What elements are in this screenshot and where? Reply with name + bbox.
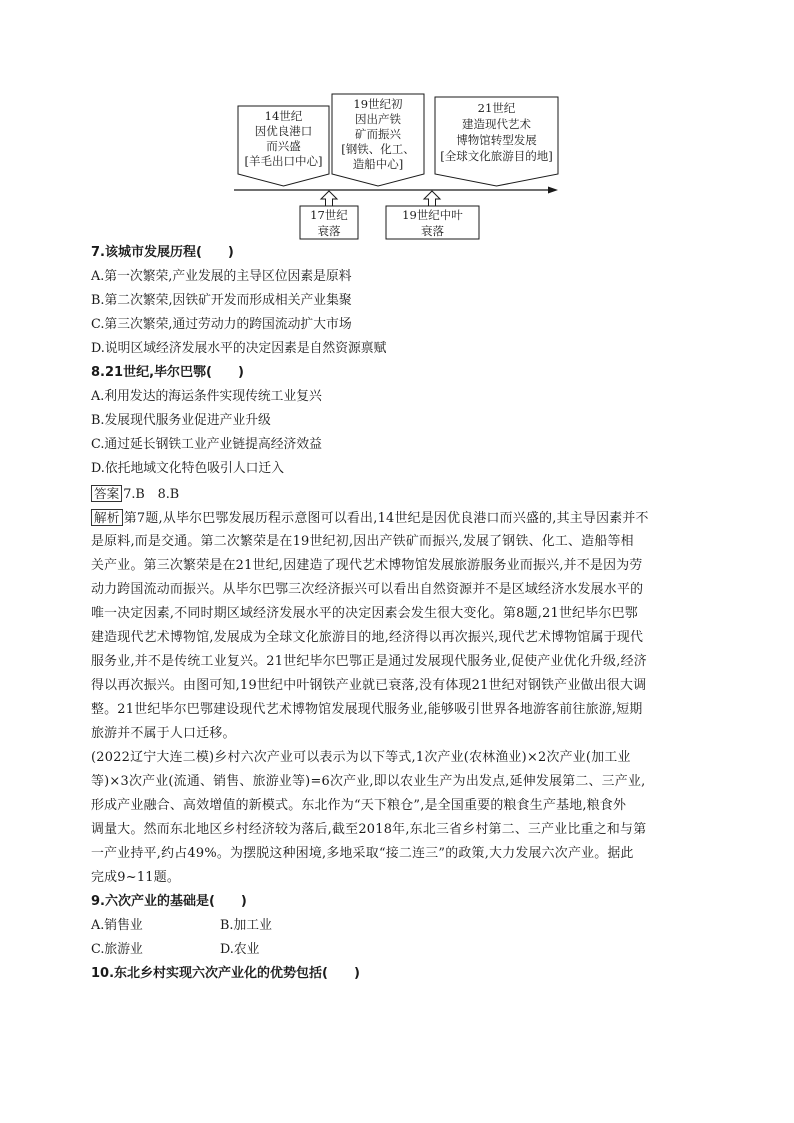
- q9-option-a: A.销售业: [91, 918, 143, 933]
- box1-line3: 而兴盛: [266, 139, 301, 153]
- box1-line2: 因优良港口: [254, 124, 313, 138]
- box2-line2: 因出产铁: [355, 112, 401, 126]
- decline-arrow-1: [321, 191, 337, 206]
- question-7-stem: 7.该城市发展历程( ): [91, 245, 234, 260]
- analysis-text-1: 第7题,从毕尔巴鄂发展历程示意图可以看出,14世纪是因优良港口而兴盛的,其主导因素并不: [123, 511, 649, 526]
- box3-line3: 博物馆转型发展: [456, 133, 537, 147]
- q7-option-b: B.第二次繁荣,因铁矿开发而形成相关产业集聚: [91, 293, 352, 308]
- analysis-line-9: 整。21世纪毕尔巴鄂建设现代艺术博物馆发展现代服务业,能够吸引世界各地游客前往旅游,短期: [91, 702, 643, 717]
- q8-option-d: D.依托地域文化特色吸引人口迁入: [91, 461, 285, 476]
- box2-line3: 矿而振兴: [355, 127, 401, 141]
- material-line-1: (2022辽宁大连二模)乡村六次产业可以表示为以下等式,1次产业(农林渔业)×2次产业(加工业: [91, 750, 631, 765]
- q7-option-c: C.第三次繁荣,通过劳动力的跨国流动扩大市场: [91, 317, 352, 332]
- decline1-line1: 17世纪: [310, 208, 348, 222]
- box2-line1: 19世纪初: [353, 97, 403, 111]
- answer-tag: 答案: [91, 485, 122, 502]
- decline1-line2: 衰落: [317, 224, 341, 238]
- box1-line4: [羊毛出口中心]: [244, 154, 323, 168]
- analysis-line-4: 动力跨国流动而振兴。从毕尔巴鄂三次经济振兴可以看出自然资源并不是区域经济水发展水平的: [91, 582, 644, 597]
- material-line-4: 调量大。然而东北地区乡村经济较为落后,截至2018年,东北三省乡村第二、三产业比重之和与第: [91, 822, 647, 837]
- box2-line4: [钢铁、化工、: [341, 142, 415, 156]
- decline2-line2: 衰落: [421, 224, 444, 238]
- decline-arrow-2: [424, 191, 440, 206]
- q7-option-a: A.第一次繁荣,产业发展的主导区位因素是原料: [91, 269, 352, 284]
- q8-option-a: A.利用发达的海运条件实现传统工业复兴: [91, 389, 322, 404]
- material-line-3: 形成产业融合、高效增值的新模式。东北作为“天下粮仓”,是全国重要的粮食生产基地,粮食外: [91, 798, 627, 813]
- analysis-line-2: 是原料,而是交通。第二次繁荣是在19世纪初,因出产铁矿而振兴,发展了钢铁、化工、造船等相: [91, 534, 634, 549]
- box3-line2: 建造现代艺术: [462, 117, 531, 131]
- analysis-line-3: 关产业。第三次繁荣是在21世纪,因建造了现代艺术博物馆发展旅游服务业而振兴,并不是因为劳: [91, 558, 643, 573]
- question-8-stem: 8.21世纪,毕尔巴鄂( ): [91, 365, 244, 380]
- box3-line1: 21世纪: [477, 101, 516, 115]
- question-10-stem: 10.东北乡村实现六次产业化的优势包括( ): [91, 966, 360, 981]
- analysis-line-6: 建造现代艺术博物馆,发展成为全球文化旅游目的地,经济得以再次振兴,现代艺术博物馆属于现代: [91, 630, 644, 645]
- q9-option-b: B.加工业: [220, 918, 272, 933]
- box2-line5: 造船中心]: [352, 157, 404, 171]
- material-line-5: 一产业持平,约占49%。为摆脱这种困境,多地采取“接二连三”的政策,大力发展六次产业。据此: [91, 846, 634, 861]
- analysis-line-7: 服务业,并不是传统工业复兴。21世纪毕尔巴鄂正是通过发展现代服务业,促使产业优化升级,经济: [91, 654, 647, 669]
- analysis-line-8: 得以再次振兴。由图可知,19世纪中叶钢铁产业就已衰落,没有体现21世纪对钢铁产业做出很大调: [91, 678, 647, 693]
- analysis-line-1: [91, 509, 649, 528]
- development-timeline-diagram: [228, 92, 568, 242]
- q8-option-b: B.发展现代服务业促进产业升级: [91, 413, 271, 428]
- analysis-line-5: 唯一决定因素,不同时期区域经济发展水平的决定因素会发生很大变化。第8题,21世纪毕尔巴鄂: [91, 606, 638, 621]
- material-line-2: 等)×3次产业(流通、销售、旅游业等)=6次产业,即以农业生产为出发点,延伸发展第二、三产业,: [91, 774, 646, 789]
- material-line-6: 完成9~11题。: [91, 870, 181, 885]
- q9-option-c: C.旅游业: [91, 942, 143, 957]
- analysis-tag: 解析: [91, 509, 123, 526]
- decline2-line1: 19世纪中叶: [402, 208, 463, 222]
- timeline-arrowhead: [548, 187, 558, 194]
- q9-option-d: D.农业: [220, 942, 260, 957]
- q8-option-c: C.通过延长钢铁工业产业链提高经济效益: [91, 437, 322, 452]
- answer-text: 7.B 8.B: [123, 487, 180, 502]
- box1-line1: 14世纪: [264, 109, 303, 123]
- box3-line4: [全球文化旅游目的地]: [440, 149, 553, 163]
- question-9-stem: 9.六次产业的基础是( ): [91, 894, 247, 909]
- q7-option-d: D.说明区域经济发展水平的决定因素是自然资源禀赋: [91, 341, 387, 356]
- analysis-line-10: 旅游并不属于人口迁移。: [91, 726, 236, 741]
- answer-line: [91, 485, 179, 504]
